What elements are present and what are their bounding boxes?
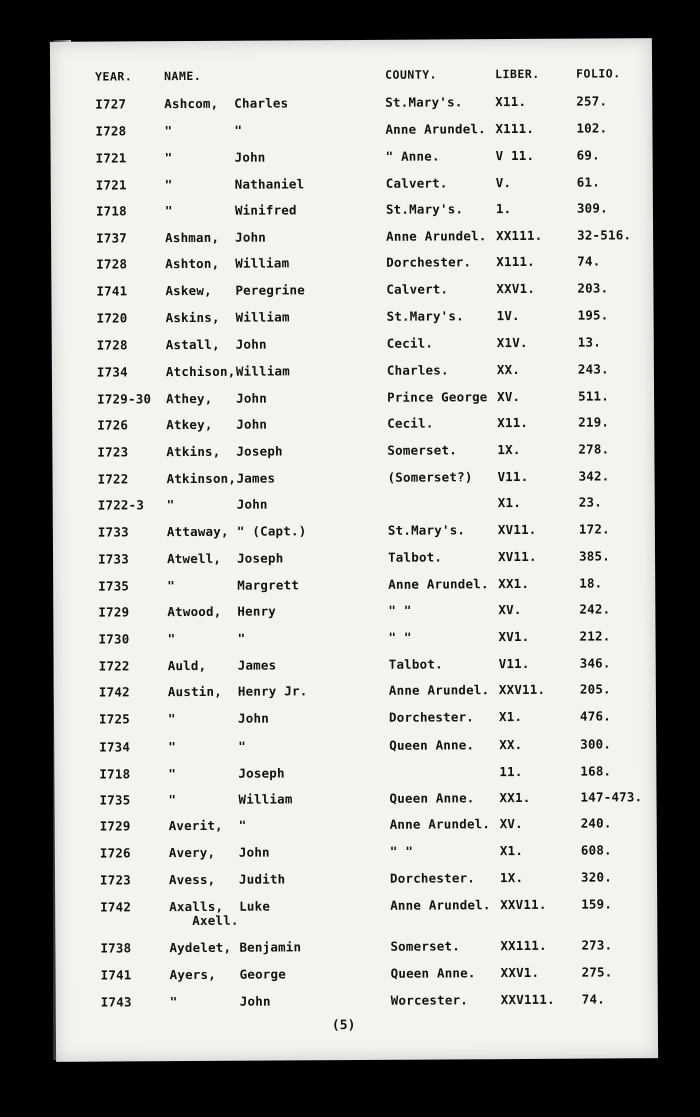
cell-liber: XXV11. [498,681,546,698]
cell-surname: Ashcom, [164,95,219,112]
cell-given: William [235,363,291,379]
index-row [68,896,655,928]
cell-liber: V11. [498,655,530,672]
cell-county: Anne Arundel. [388,576,489,592]
cell-folio: 242. [579,601,611,617]
cell-folio: 74. [577,253,601,269]
index-row [67,789,654,815]
cell-given: Charles [234,95,289,111]
cell-year: I720 [96,310,128,326]
cell-surname: " [164,123,173,139]
cell-given: John [236,496,268,512]
column-header [63,66,650,92]
cell-county: Anne Arundel. [388,682,490,698]
cell-year: I722-3 [97,497,145,513]
cell-surname: Askew, [165,282,212,299]
cell-year: I722 [97,471,129,487]
cell-given: William [235,309,290,325]
cell-liber: XXV111. [500,991,555,1008]
cell-given: John [235,229,267,245]
cell-surname: " [167,631,176,647]
cell-given: Henry Jr. [237,683,308,699]
cell-county: Queen Anne. [389,790,475,806]
cell-liber: XXV1. [500,964,540,981]
cell-folio: 240. [580,815,612,831]
index-sheet [63,38,656,1062]
index-row [66,575,653,601]
cell-liber: XV1. [498,628,530,645]
cell-liber: XV. [497,388,521,405]
cell-folio: 273. [581,937,613,953]
cell-liber: X11. [497,414,529,431]
cell-year: I733 [98,551,130,567]
cell-surname: Athey, [166,390,213,407]
cell-year: I721 [95,150,127,166]
cell-surname: Aydelet, [169,939,232,956]
cell-surname: Atwood, [167,603,222,620]
index-row [66,468,653,494]
cell-given: " (Capt.) [236,523,307,539]
cell-surname: Ashton, [165,255,220,272]
cell-year: I728 [95,123,127,139]
cell-given: " [238,738,246,754]
cell-liber: XX1. [499,789,531,806]
cell-year: I741 [100,967,132,983]
header-liber: LIBER. [495,66,540,82]
cell-given: James [236,470,276,486]
cell-folio: 346. [579,655,611,671]
cell-year: I727 [95,96,127,112]
cell-county: Queen Anne. [390,965,476,981]
cell-surname: Atkins, [166,443,221,460]
cell-surname: " [168,739,176,755]
cell-given: Joseph [237,550,284,566]
cell-given: John [237,710,269,726]
cell-liber: X1. [497,494,521,511]
cell-liber: X11. [495,93,527,110]
cell-folio: 69. [576,147,600,163]
cell-liber: X1. [498,708,523,725]
cell-year: I734 [96,364,128,380]
index-row [64,280,651,306]
cell-county: Somerset. [390,938,460,954]
cell-county: " " [388,602,412,618]
cell-county: " Anne. [385,148,440,164]
cell-year: I729 [99,818,131,834]
cell-liber: X111. [495,120,535,137]
index-row [65,441,652,467]
cell-surname: Averit, [168,817,223,834]
cell-county: Charles. [386,362,449,378]
cell-liber: 1X. [499,869,524,886]
cell-year: I726 [99,845,131,861]
cell-folio: 205. [579,681,611,697]
cell-folio: 511. [578,388,610,404]
cell-county: St.Mary's. [387,522,466,538]
cell-year: I742 [98,684,130,700]
cell-year: I728 [96,256,128,272]
cell-liber: V11. [497,468,529,485]
cell-year: I742 [100,899,132,915]
index-row [67,736,654,762]
index-row [64,253,651,279]
header-county: COUNTY. [385,67,438,82]
cell-folio: 476. [579,708,611,724]
cell-folio: 159. [581,896,613,912]
cell-surname: " [168,792,177,808]
cell-surname-variant: Axell. [192,912,239,928]
cell-given: John [239,993,271,1009]
cell-given: " [234,122,243,138]
cell-liber: X1V. [496,334,528,351]
cell-county: Anne Arundel. [386,228,487,244]
index-row [66,548,653,574]
cell-folio: 195. [577,307,609,323]
cell-given: William [235,255,290,271]
cell-surname: Auld, [167,657,207,674]
cell-county: Dorchester. [388,709,475,725]
cell-surname: Atchison, [165,363,236,380]
cell-county: Calvert. [385,175,448,191]
cell-folio: 275. [581,964,613,980]
index-row [68,937,655,963]
index-row [64,200,651,226]
cell-folio: 147-473. [580,789,643,805]
cell-county: " " [389,843,414,859]
cell-liber: XV. [499,815,523,832]
cell-liber: XV. [498,601,522,618]
cell-county: Talbot. [387,549,443,565]
cell-folio: 608. [580,842,612,858]
cell-year: I729 [98,604,130,620]
cell-county: Talbot. [388,656,443,672]
index-row [67,655,654,681]
index-row [63,93,650,119]
cell-given: Benjamin [239,939,302,955]
cell-folio: 203. [577,280,609,296]
cell-surname: Ayers, [169,966,216,983]
index-row [66,494,653,520]
cell-given: Joseph [236,443,283,459]
cell-folio: 219. [578,414,610,430]
index-row [65,414,652,440]
cell-folio: 168. [580,763,612,779]
cell-folio: 61. [576,174,600,190]
cell-liber: XX111. [496,227,543,244]
index-row [64,174,651,200]
cell-folio: 212. [579,628,611,644]
cell-year: I735 [98,578,130,594]
index-row [67,708,654,734]
cell-county: Worcester. [390,992,469,1008]
cell-liber: X111. [496,253,535,270]
index-row [65,307,652,333]
cell-county: Cecil. [386,335,434,351]
cell-given: " [237,630,246,646]
index-row [69,964,656,990]
index-page [50,38,658,1062]
header-folio: FOLIO. [576,66,621,81]
cell-folio: 300. [580,736,612,752]
cell-surname: Ashman, [165,229,220,246]
cell-surname: " [164,150,173,166]
cell-year: I741 [96,283,128,299]
cell-year: I728 [96,337,128,353]
cell-year: I723 [97,444,129,460]
index-row [67,681,654,707]
cell-liber: XX. [496,361,521,378]
cell-folio: 278. [578,441,610,457]
cell-given: William [238,791,293,807]
cell-year: I725 [98,711,130,727]
cell-surname: Avery, [168,844,216,861]
index-row [67,763,654,789]
cell-surname: " [169,994,178,1010]
cell-given: John [238,844,270,860]
cell-folio: 18. [579,575,603,591]
cell-surname: " [167,711,176,727]
cell-folio: 385. [578,548,610,564]
cell-folio: 172. [578,521,610,537]
index-row [66,521,653,547]
cell-liber: XXV1. [496,280,536,297]
cell-folio: 320. [580,869,612,885]
cell-given: Luke [239,898,271,914]
cell-surname: Atkinson, [166,470,237,487]
cell-surname: " [164,203,173,219]
cell-given: George [239,966,286,982]
cell-surname: " [164,177,173,193]
index-row [68,842,655,868]
cell-surname: Astall, [165,336,220,353]
cell-given: John [236,416,268,432]
header-year: YEAR. [95,69,133,84]
cell-folio: 243. [577,361,609,377]
index-row [65,334,652,360]
cell-given: John [236,390,268,406]
index-row [68,869,655,895]
cell-county: (Somerset?) [387,469,473,485]
index-row [66,601,653,627]
cell-year: I734 [99,739,131,755]
header-name: NAME. [164,68,202,84]
cell-liber: XV11. [497,521,537,538]
cell-year: I730 [98,631,130,647]
index-row [69,991,656,1017]
cell-county: Anne Arundel. [389,816,491,832]
cell-liber: 1. [495,201,512,217]
cell-liber: V. [495,175,512,191]
cell-folio: 32-516. [577,227,632,243]
cell-given: Judith [238,871,286,887]
cell-surname: Askins, [165,309,220,326]
cell-county: Somerset. [387,442,457,458]
cell-liber: XX111. [500,937,547,954]
cell-county: " " [388,629,412,645]
cell-surname: " [168,766,177,782]
cell-given: Nathaniel [234,176,305,192]
cell-folio: 342. [578,468,610,484]
cell-liber: V 11. [495,147,535,164]
cell-given: Margrett [237,577,300,593]
cell-county: Dorchester. [386,254,472,270]
index-row [63,120,650,146]
cell-county: Anne Arundel. [390,897,491,913]
cell-folio: 74. [581,991,605,1007]
cell-given: Peregrine [235,282,305,298]
cell-year: I718 [95,203,127,219]
cell-given: Joseph [238,765,285,781]
cell-year: I721 [95,177,127,193]
cell-year: I738 [100,940,132,956]
cell-given: John [235,336,267,352]
cell-year: I723 [99,872,131,888]
cell-year: I718 [99,766,131,782]
cell-county: Dorchester. [389,870,476,886]
index-row [64,147,651,173]
cell-folio: 257. [576,93,608,109]
cell-liber: XX. [499,736,523,753]
cell-county: St.Mary's. [385,94,463,110]
cell-year: I726 [97,417,129,433]
cell-year: I722 [98,658,130,674]
index-row [66,628,653,654]
cell-year: I733 [97,524,129,540]
cell-folio: 309. [576,200,608,216]
cell-liber: XX1. [498,575,530,592]
cell-county: Cecil. [387,415,434,431]
cell-county: Queen Anne. [389,737,475,753]
index-row [65,361,652,387]
cell-surname: " [167,578,175,594]
cell-liber: X1. [499,842,524,859]
cell-liber: 11. [499,763,523,780]
cell-year: I737 [96,230,128,246]
index-row [65,388,652,414]
cell-county: Calvert. [386,281,449,297]
cell-surname: Atwell, [167,550,222,567]
cell-given: Winifred [234,202,297,218]
cell-given: James [237,657,277,673]
cell-county: Prince George [387,389,488,405]
cell-year: I735 [99,792,131,808]
cell-year: I743 [100,994,132,1010]
cell-folio: 102. [576,120,608,136]
cell-surname: Austin, [167,683,223,700]
cell-folio: 13. [577,334,601,350]
cell-county: Anne Arundel. [385,121,486,137]
cell-liber: XV11. [497,548,537,565]
cell-year: I729-30 [97,391,152,407]
cell-folio: 23. [578,494,602,510]
cell-surname: " [166,497,175,513]
cell-given: John [234,149,266,165]
cell-surname: Atkey, [166,416,213,433]
index-row [68,815,655,841]
cell-given: " [238,817,247,833]
cell-liber: 1V. [496,307,520,324]
cell-surname: Avess, [168,871,216,888]
index-row [64,227,651,253]
cell-county: St.Mary's. [386,308,464,324]
cell-county: St.Mary's. [385,201,464,217]
cell-surname: Attaway, [166,523,229,540]
cell-liber: 1X. [497,441,521,458]
cell-surname: Axalls, [169,898,224,915]
cell-given: Henry [237,603,277,619]
cell-liber: XXV11. [500,896,547,913]
page-number: (5) [331,1018,356,1034]
